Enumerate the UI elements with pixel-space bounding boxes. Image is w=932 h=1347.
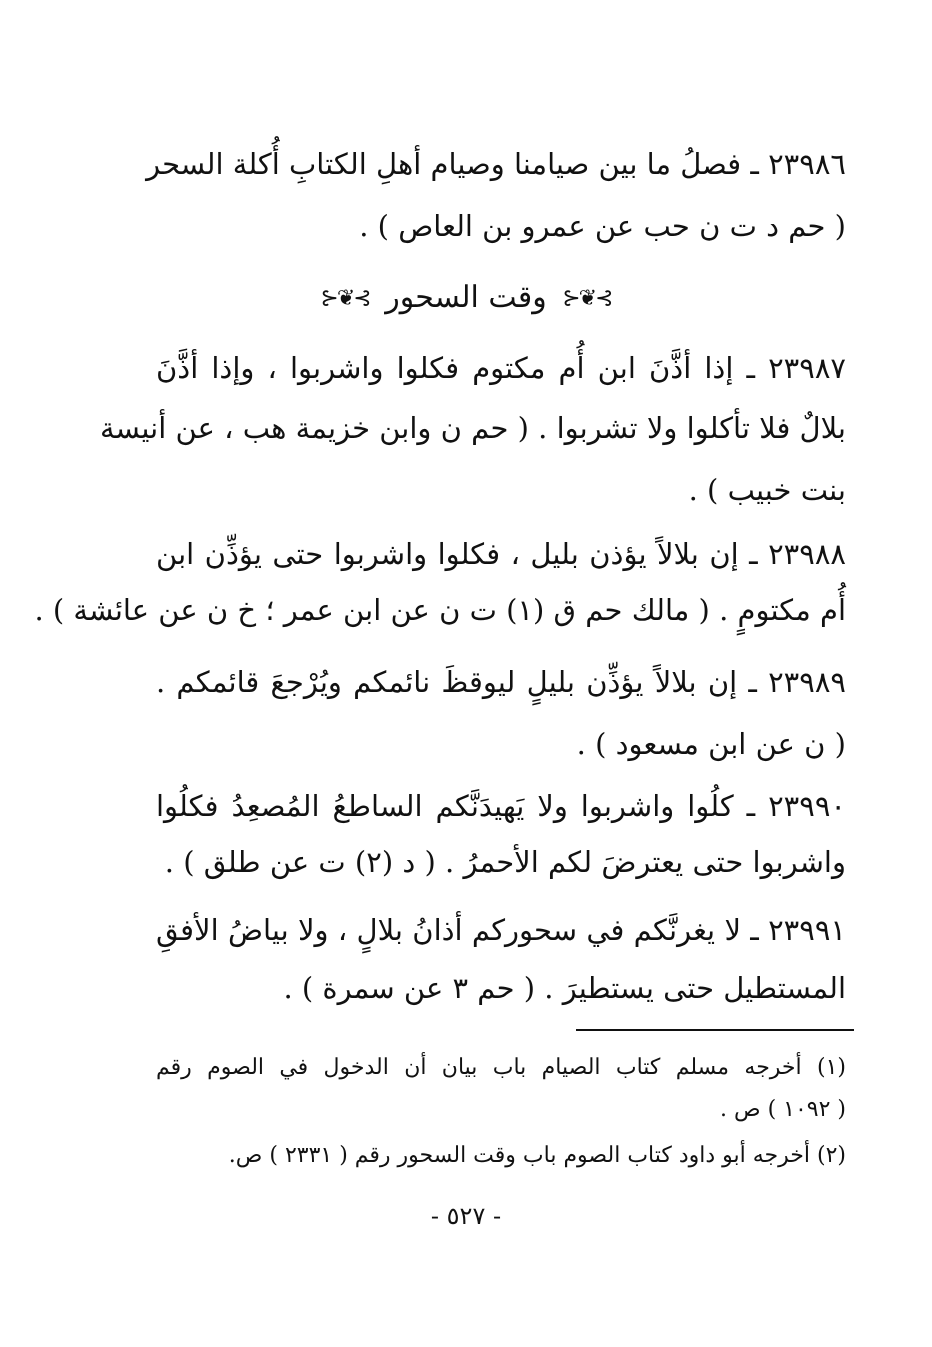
hadith-23990-line-2: واشربوا حتى يعترضَ لكم الأحمرُ . ( د (٢) ت عن طلق ) . (164, 845, 846, 879)
hadith-23989-line-2: ( ن عن ابن مسعود ) . (576, 727, 846, 761)
hadith-23990-line-1: ٢٣٩٩٠ ـ كلُوا واشربوا ولا يَهيدَنَّكم الساطعُ المُصعِدُ فكلُوا (156, 789, 846, 823)
hadith-23991-line-2: المستطيل حتى يستطيرَ . ( حم ٣ عن سمرة ) . (283, 971, 846, 1005)
page-number: - ٥٢٧ - (430, 1202, 502, 1230)
hadith-23988-line-1: ٢٣٩٨٨ ـ إن بلالاً يؤذن بليل ، فكلوا واشربوا حتى يؤذِّن ابن (156, 537, 846, 571)
hadith-23987-line-1: ٢٣٩٨٧ ـ إذا أذَّنَ ابن أُم مكتوم فكلوا واشربوا ، وإذا أذَّنَ (156, 351, 846, 385)
footnote-1-line-2: ( ١٠٩٢ ) ص . (720, 1097, 846, 1122)
footnote-1-line-1: (١) أخرجه مسلم كتاب الصيام باب بيان أن الدخول في الصوم رقم (156, 1055, 846, 1080)
section-heading-title: وقت السحور (385, 280, 547, 315)
hadith-23988-line-2: أُم مكتومٍ . ( مالك حم ق (١) ت ن عن ابن عمر ؛ خ ن عن عائشة ) . (34, 593, 846, 627)
ornament-icon: ⊱❦⊰ (562, 286, 612, 311)
hadith-23991-line-1: ٢٣٩٩١ ـ لا يغرنَّكم في سحوركم أذانُ بلالٍ ، ولا بياضُ الأفقِ (156, 913, 846, 947)
footnote-2-line-1: (٢) أخرجه أبو داود كتاب الصوم باب وقت السحور رقم ( ٢٣٣١ ) ص. (228, 1143, 846, 1168)
ornament-icon: ⊱❦⊰ (320, 286, 370, 311)
hadith-23987-line-2: بلالٌ فلا تأكلوا ولا تشربوا . ( حم ن وابن خزيمة هب ، عن أنيسة (100, 411, 846, 445)
hadith-23987-line-3: بنت خبيب ) . (688, 473, 846, 507)
hadith-23989-line-1: ٢٣٩٨٩ ـ إن بلالاً يؤذِّن بليلٍ ليوقظَ نائمكم ويُرْجعَ قائمكم . (156, 665, 846, 699)
footnote-divider (576, 1029, 854, 1031)
hadith-23986-line-1: ٢٣٩٨٦ ـ فصلُ ما بين صيامنا وصيام أهلِ الكتابِ أُكلة السحر (146, 147, 846, 181)
section-heading (0, 278, 932, 319)
hadith-23986-line-2: ( حم د ت ن حب عن عمرو بن العاص ) . (359, 209, 846, 243)
